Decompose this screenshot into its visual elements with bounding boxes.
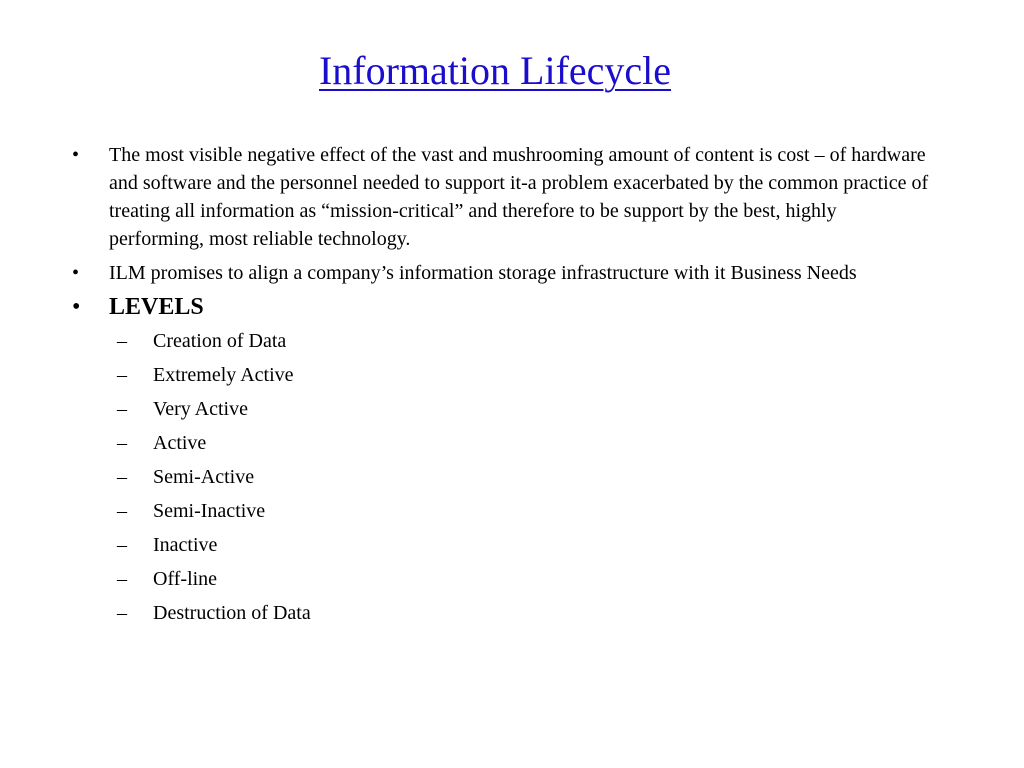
level-item-active <box>72 426 932 460</box>
level-label: Very Active <box>153 398 248 420</box>
sub-bullet-marker: – <box>117 534 127 556</box>
level-label: Destruction of Data <box>153 602 311 624</box>
level-label: Creation of Data <box>153 330 287 352</box>
level-label: Semi-Inactive <box>153 500 266 522</box>
bullet-item <box>72 259 932 287</box>
level-label: Extremely Active <box>153 364 294 386</box>
levels-list <box>72 324 932 630</box>
bullet-marker: • <box>72 144 80 166</box>
bullet-marker: • <box>72 294 81 320</box>
level-item-very-active <box>72 392 932 426</box>
sub-bullet-marker: – <box>117 398 127 420</box>
level-item-off-line <box>72 562 932 596</box>
sub-bullet-marker: – <box>117 330 127 352</box>
level-item-semi-active <box>72 460 932 494</box>
sub-bullet-marker: – <box>117 602 127 624</box>
bullet-text: ILM promises to align a company’s information storage infrastructure with it Business Needs <box>109 262 857 284</box>
sub-bullet-marker: – <box>117 568 127 590</box>
slide-title[interactable]: Information Lifecycle <box>318 48 672 93</box>
sub-bullet-marker: – <box>117 364 127 386</box>
level-item-semi-inactive <box>72 494 932 528</box>
level-label: Semi-Active <box>153 466 255 488</box>
sub-bullet-marker: – <box>117 432 127 454</box>
level-item-inactive <box>72 528 932 562</box>
slide-body <box>72 141 932 630</box>
level-label: Off-line <box>153 568 218 590</box>
level-label: Active <box>153 432 207 454</box>
sub-bullet-marker: – <box>117 500 127 522</box>
sub-bullet-marker: – <box>117 466 127 488</box>
level-item-extremely-active <box>72 358 932 392</box>
bullet-item-levels <box>72 290 932 324</box>
level-item-destruction-of-data <box>72 596 932 630</box>
bullet-item <box>72 141 932 253</box>
level-label: Inactive <box>153 534 218 556</box>
levels-heading: LEVELS <box>109 294 204 320</box>
bullet-text: The most visible negative effect of the vast and mushrooming amount of content is cost – of hardware and software and the personnel needed to support it-a problem exacerbated by the common practice of treating all information as “mission-critical” and therefore to be support by the best, highly performing, most reliable technology. <box>109 144 929 250</box>
bullet-marker: • <box>72 262 80 284</box>
level-item-creation-of-data <box>72 324 932 358</box>
